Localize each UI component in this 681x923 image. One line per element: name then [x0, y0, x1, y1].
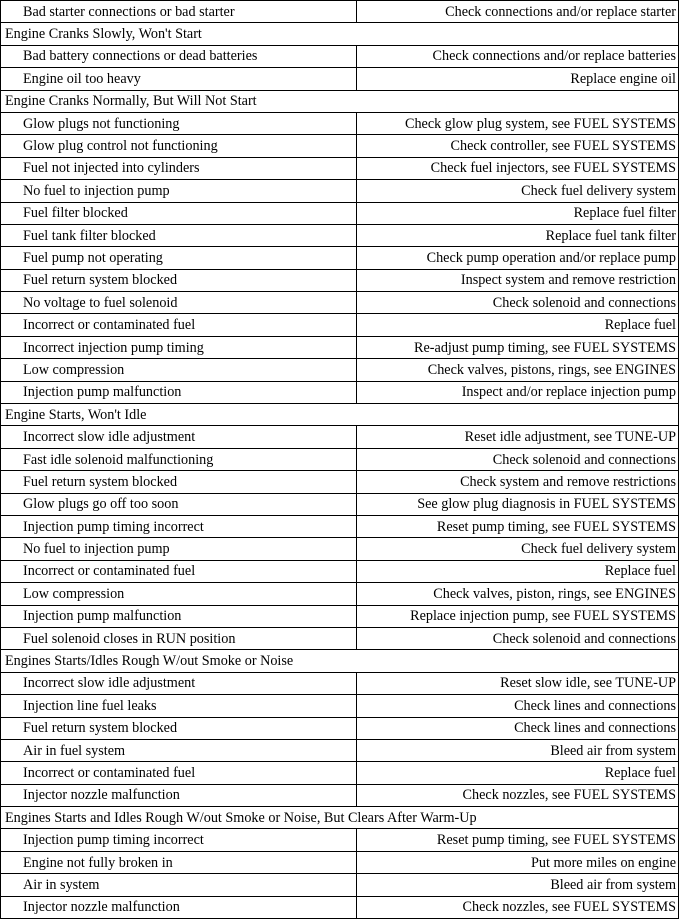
table-row — [1, 851, 679, 873]
table-row — [1, 224, 679, 246]
cause-cell: Engine oil too heavy — [1, 68, 357, 90]
remedy-cell: Check valves, piston, rings, see ENGINES — [357, 583, 679, 605]
remedy-cell: Check controller, see FUEL SYSTEMS — [357, 135, 679, 157]
remedy-cell: Check nozzles, see FUEL SYSTEMS — [357, 784, 679, 806]
cause-cell: Fast idle solenoid malfunctioning — [1, 448, 357, 470]
cause-cell: Fuel filter blocked — [1, 202, 357, 224]
remedy-cell: Bleed air from system — [357, 739, 679, 761]
table-row — [1, 336, 679, 358]
table-row — [1, 672, 679, 694]
remedy-cell: Check solenoid and connections — [357, 448, 679, 470]
cause-cell: Injection pump malfunction — [1, 605, 357, 627]
remedy-cell: Replace fuel — [357, 560, 679, 582]
cause-cell: Fuel return system blocked — [1, 717, 357, 739]
cause-cell: Glow plugs not functioning — [1, 112, 357, 134]
table-row — [1, 538, 679, 560]
cause-cell: Air in system — [1, 874, 357, 896]
cause-cell: Fuel return system blocked — [1, 269, 357, 291]
cause-cell: Fuel pump not operating — [1, 247, 357, 269]
cause-cell: Fuel not injected into cylinders — [1, 157, 357, 179]
cause-cell: Injector nozzle malfunction — [1, 784, 357, 806]
cause-cell: No fuel to injection pump — [1, 180, 357, 202]
troubleshooting-table-body — [1, 1, 679, 919]
table-row — [1, 359, 679, 381]
cause-cell: Glow plug control not functioning — [1, 135, 357, 157]
cause-cell: Fuel tank filter blocked — [1, 224, 357, 246]
remedy-cell: Reset idle adjustment, see TUNE-UP — [357, 426, 679, 448]
cause-cell: Incorrect or contaminated fuel — [1, 314, 357, 336]
section-header-row — [1, 404, 679, 426]
remedy-cell: Reset pump timing, see FUEL SYSTEMS — [357, 515, 679, 537]
cause-cell: Incorrect or contaminated fuel — [1, 560, 357, 582]
table-row — [1, 627, 679, 649]
table-row — [1, 493, 679, 515]
table-row — [1, 292, 679, 314]
remedy-cell: Check solenoid and connections — [357, 292, 679, 314]
remedy-cell: Put more miles on engine — [357, 851, 679, 873]
table-row — [1, 515, 679, 537]
cause-cell: Bad starter connections or bad starter — [1, 1, 357, 23]
remedy-cell: Check connections and/or replace batteries — [357, 45, 679, 67]
remedy-cell: Replace fuel — [357, 314, 679, 336]
remedy-cell: Reset slow idle, see TUNE-UP — [357, 672, 679, 694]
section-title: Engine Starts, Won't Idle — [1, 404, 679, 426]
remedy-cell: Inspect and/or replace injection pump — [357, 381, 679, 403]
table-row — [1, 448, 679, 470]
section-title: Engines Starts and Idles Rough W/out Smoke or Noise, But Clears After Warm-Up — [1, 807, 679, 829]
table-row — [1, 695, 679, 717]
cause-cell: No voltage to fuel solenoid — [1, 292, 357, 314]
cause-cell: Fuel return system blocked — [1, 471, 357, 493]
remedy-cell: Check system and remove restrictions — [357, 471, 679, 493]
remedy-cell: Check solenoid and connections — [357, 627, 679, 649]
remedy-cell: Replace fuel — [357, 762, 679, 784]
table-row — [1, 784, 679, 806]
table-row — [1, 874, 679, 896]
remedy-cell: Check pump operation and/or replace pump — [357, 247, 679, 269]
table-row — [1, 381, 679, 403]
section-title: Engine Cranks Normally, But Will Not Start — [1, 90, 679, 112]
table-row — [1, 560, 679, 582]
remedy-cell: Replace injection pump, see FUEL SYSTEMS — [357, 605, 679, 627]
remedy-cell: Re-adjust pump timing, see FUEL SYSTEMS — [357, 336, 679, 358]
remedy-cell: Check fuel delivery system — [357, 538, 679, 560]
table-row — [1, 314, 679, 336]
remedy-cell: See glow plug diagnosis in FUEL SYSTEMS — [357, 493, 679, 515]
remedy-cell: Inspect system and remove restriction — [357, 269, 679, 291]
table-row — [1, 202, 679, 224]
cause-cell: Injection pump timing incorrect — [1, 829, 357, 851]
table-row — [1, 896, 679, 918]
remedy-cell: Check fuel injectors, see FUEL SYSTEMS — [357, 157, 679, 179]
remedy-cell: Check glow plug system, see FUEL SYSTEMS — [357, 112, 679, 134]
section-title: Engines Starts/Idles Rough W/out Smoke or Noise — [1, 650, 679, 672]
cause-cell: Bad battery connections or dead batteries — [1, 45, 357, 67]
cause-cell: Injection pump timing incorrect — [1, 515, 357, 537]
cause-cell: Glow plugs go off too soon — [1, 493, 357, 515]
table-row — [1, 717, 679, 739]
table-row — [1, 180, 679, 202]
table-row — [1, 829, 679, 851]
remedy-cell: Check fuel delivery system — [357, 180, 679, 202]
cause-cell: No fuel to injection pump — [1, 538, 357, 560]
cause-cell: Injection pump malfunction — [1, 381, 357, 403]
cause-cell: Fuel solenoid closes in RUN position — [1, 627, 357, 649]
cause-cell: Injection line fuel leaks — [1, 695, 357, 717]
cause-cell: Incorrect slow idle adjustment — [1, 426, 357, 448]
remedy-cell: Replace fuel filter — [357, 202, 679, 224]
section-header-row — [1, 807, 679, 829]
cause-cell: Incorrect slow idle adjustment — [1, 672, 357, 694]
table-row — [1, 1, 679, 23]
table-row — [1, 426, 679, 448]
cause-cell: Engine not fully broken in — [1, 851, 357, 873]
section-header-row — [1, 23, 679, 45]
section-header-row — [1, 90, 679, 112]
cause-cell: Air in fuel system — [1, 739, 357, 761]
cause-cell: Incorrect injection pump timing — [1, 336, 357, 358]
table-row — [1, 269, 679, 291]
remedy-cell: Replace fuel tank filter — [357, 224, 679, 246]
section-title: Engine Cranks Slowly, Won't Start — [1, 23, 679, 45]
remedy-cell: Check connections and/or replace starter — [357, 1, 679, 23]
remedy-cell: Check lines and connections — [357, 717, 679, 739]
remedy-cell: Check nozzles, see FUEL SYSTEMS — [357, 896, 679, 918]
remedy-cell: Reset pump timing, see FUEL SYSTEMS — [357, 829, 679, 851]
table-row — [1, 135, 679, 157]
table-row — [1, 605, 679, 627]
table-row — [1, 739, 679, 761]
section-header-row — [1, 650, 679, 672]
cause-cell: Incorrect or contaminated fuel — [1, 762, 357, 784]
cause-cell: Low compression — [1, 359, 357, 381]
table-row — [1, 762, 679, 784]
remedy-cell: Replace engine oil — [357, 68, 679, 90]
remedy-cell: Bleed air from system — [357, 874, 679, 896]
remedy-cell: Check valves, pistons, rings, see ENGINES — [357, 359, 679, 381]
cause-cell: Low compression — [1, 583, 357, 605]
table-row — [1, 112, 679, 134]
cause-cell: Injector nozzle malfunction — [1, 896, 357, 918]
table-row — [1, 247, 679, 269]
table-row — [1, 471, 679, 493]
table-row — [1, 45, 679, 67]
remedy-cell: Check lines and connections — [357, 695, 679, 717]
table-row — [1, 583, 679, 605]
table-row — [1, 68, 679, 90]
table-row — [1, 157, 679, 179]
